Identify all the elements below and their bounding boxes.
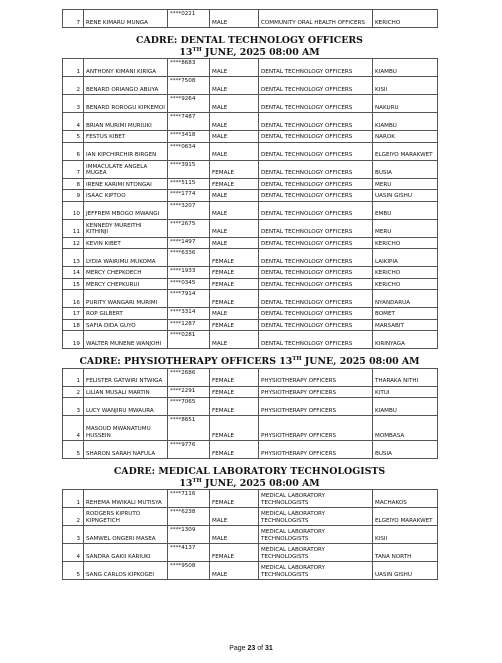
row-number: 14 bbox=[63, 267, 84, 279]
candidate-name: BENARD ROROGU KIPKEMOI bbox=[84, 95, 168, 113]
id-number: ****5115 bbox=[168, 178, 210, 190]
county: TANA NORTH bbox=[373, 544, 438, 562]
id-number: ****7065 bbox=[168, 398, 210, 416]
id-number: ****1287 bbox=[168, 319, 210, 331]
cadre-name: PHYSIOTHERAPY OFFICERS bbox=[259, 368, 373, 386]
county: MACHAKOS bbox=[373, 490, 438, 508]
cadre-name: DENTAL TECHNOLOGY OFFICERS bbox=[259, 190, 373, 202]
candidate-name: SHARON SARAH NAFULA bbox=[84, 441, 168, 459]
table-row bbox=[63, 508, 438, 526]
table-row bbox=[63, 490, 438, 508]
cadre-name: DENTAL TECHNOLOGY OFFICERS bbox=[259, 59, 373, 77]
cadre-name: DENTAL TECHNOLOGY OFFICERS bbox=[259, 331, 373, 349]
cadre-name: DENTAL TECHNOLOGY OFFICERS bbox=[259, 308, 373, 320]
table-row bbox=[63, 544, 438, 562]
cadre-name: DENTAL TECHNOLOGY OFFICERS bbox=[259, 237, 373, 249]
id-number: ****3207 bbox=[168, 201, 210, 219]
county: KITUI bbox=[373, 386, 438, 398]
candidate-name: MASOUD MWANATUMU HUSSEIN bbox=[84, 416, 168, 441]
county: KERICHO bbox=[373, 10, 438, 28]
county: KIAMBU bbox=[373, 113, 438, 131]
id-number: ****4137 bbox=[168, 544, 210, 562]
id-number: ****9508 bbox=[168, 562, 210, 580]
gender: FEMALE bbox=[210, 368, 259, 386]
table-row bbox=[63, 441, 438, 459]
schedule-day: 13 bbox=[279, 356, 293, 367]
table-row bbox=[63, 190, 438, 202]
table-row bbox=[63, 562, 438, 580]
gender: MALE bbox=[210, 95, 259, 113]
cadre-name: DENTAL TECHNOLOGY OFFICERS bbox=[259, 278, 373, 290]
candidate-name: FELISTER GATWIRI NTWIGA bbox=[84, 368, 168, 386]
county: NYANDARUA bbox=[373, 290, 438, 308]
candidate-name: LUCY WANJIRU MWAURA bbox=[84, 398, 168, 416]
schedule-day-suffix: TH bbox=[192, 477, 202, 484]
cadre-title: CADRE: MEDICAL LABORATORY TECHNOLOGISTS bbox=[113, 466, 386, 477]
table-row bbox=[63, 201, 438, 219]
row-number: 9 bbox=[63, 190, 84, 202]
cadre-name: PHYSIOTHERAPY OFFICERS bbox=[259, 398, 373, 416]
row-number: 5 bbox=[63, 441, 84, 459]
id-number: ****0281 bbox=[168, 331, 210, 349]
id-number: ****1309 bbox=[168, 526, 210, 544]
row-number: 18 bbox=[63, 319, 84, 331]
cadre-name: COMMUNITY ORAL HEALTH OFFICERS bbox=[259, 10, 373, 28]
cadre-name: DENTAL TECHNOLOGY OFFICERS bbox=[259, 249, 373, 267]
cadre-roster-table bbox=[62, 368, 438, 460]
candidate-name: SAMWEL ONGERI MASEA bbox=[84, 526, 168, 544]
gender: MALE bbox=[210, 562, 259, 580]
table-row bbox=[63, 278, 438, 290]
id-number: ****7914 bbox=[168, 290, 210, 308]
schedule-day: 13 bbox=[179, 46, 193, 58]
cadre-name: DENTAL TECHNOLOGY OFFICERS bbox=[259, 201, 373, 219]
table-row bbox=[63, 319, 438, 331]
gender: MALE bbox=[210, 77, 259, 95]
schedule-day: 13 bbox=[179, 477, 193, 489]
row-number: 3 bbox=[63, 526, 84, 544]
cadre-roster-table bbox=[62, 58, 438, 349]
cadre-name: DENTAL TECHNOLOGY OFFICERS bbox=[259, 178, 373, 190]
row-number: 7 bbox=[63, 10, 84, 28]
cadre-name: DENTAL TECHNOLOGY OFFICERS bbox=[259, 131, 373, 143]
cadre-name: MEDICAL LABORATORY TECHNOLOGISTS bbox=[259, 490, 373, 508]
id-number: ****7508 bbox=[168, 77, 210, 95]
id-number: ****1497 bbox=[168, 237, 210, 249]
gender: FEMALE bbox=[210, 386, 259, 398]
row-number: 5 bbox=[63, 131, 84, 143]
row-number: 1 bbox=[63, 59, 84, 77]
gender: MALE bbox=[210, 331, 259, 349]
schedule-day-suffix: TH bbox=[292, 355, 302, 362]
table-row bbox=[63, 308, 438, 320]
footer-total-pages: 31 bbox=[265, 645, 273, 652]
cadre-heading bbox=[62, 356, 437, 368]
candidate-name: RENE KIMARU MUNGA bbox=[84, 10, 168, 28]
candidate-name: WALTER MUNENE WANJOHI bbox=[84, 331, 168, 349]
table-row bbox=[63, 526, 438, 544]
candidate-name: KEVIN KIBET bbox=[84, 237, 168, 249]
table-row bbox=[63, 219, 438, 237]
row-number: 6 bbox=[63, 142, 84, 160]
gender: FEMALE bbox=[210, 178, 259, 190]
id-number: ****7116 bbox=[168, 490, 210, 508]
cadre-title: CADRE: PHYSIOTHERAPY OFFICERS bbox=[79, 356, 280, 367]
table-row bbox=[63, 77, 438, 95]
cadre-sections bbox=[62, 28, 437, 580]
table-row bbox=[63, 290, 438, 308]
cadre-section bbox=[62, 459, 437, 580]
table-row bbox=[63, 368, 438, 386]
row-number: 10 bbox=[63, 201, 84, 219]
county: BUSIA bbox=[373, 441, 438, 459]
county: ELGEIYO MARAKWET bbox=[373, 508, 438, 526]
cadre-title: CADRE: DENTAL TECHNOLOGY OFFICERS bbox=[136, 35, 363, 46]
candidate-name: JEFFREM MBOGO MWANGI bbox=[84, 201, 168, 219]
row-number: 1 bbox=[63, 368, 84, 386]
cadre-name: PHYSIOTHERAPY OFFICERS bbox=[259, 416, 373, 441]
footer-prefix: Page bbox=[229, 645, 248, 652]
row-number: 11 bbox=[63, 219, 84, 237]
county: MERU bbox=[373, 219, 438, 237]
candidate-name: BRIAN MURIMI MURIUKI bbox=[84, 113, 168, 131]
candidate-name: ISAAC KIPTOO bbox=[84, 190, 168, 202]
county: EMBU bbox=[373, 201, 438, 219]
gender: FEMALE bbox=[210, 160, 259, 178]
county: BOMET bbox=[373, 308, 438, 320]
row-number: 8 bbox=[63, 178, 84, 190]
table-row bbox=[63, 398, 438, 416]
gender: FEMALE bbox=[210, 278, 259, 290]
cadre-section bbox=[62, 349, 437, 459]
cadre-name: DENTAL TECHNOLOGY OFFICERS bbox=[259, 95, 373, 113]
row-number: 2 bbox=[63, 77, 84, 95]
schedule-heading bbox=[62, 47, 437, 59]
county: UASIN GISHU bbox=[373, 562, 438, 580]
candidate-name: MERCY CHEPKOECH bbox=[84, 267, 168, 279]
row-number: 4 bbox=[63, 113, 84, 131]
county: THARAKA NITHI bbox=[373, 368, 438, 386]
id-number: ****2686 bbox=[168, 368, 210, 386]
cadre-name: MEDICAL LABORATORY TECHNOLOGISTS bbox=[259, 562, 373, 580]
cadre-name: PHYSIOTHERAPY OFFICERS bbox=[259, 441, 373, 459]
county: BUSIA bbox=[373, 160, 438, 178]
table-row bbox=[63, 10, 438, 28]
county: KERICHO bbox=[373, 237, 438, 249]
gender: MALE bbox=[210, 219, 259, 237]
gender: MALE bbox=[210, 237, 259, 249]
row-number: 16 bbox=[63, 290, 84, 308]
cadre-name: DENTAL TECHNOLOGY OFFICERS bbox=[259, 160, 373, 178]
county: NAKURU bbox=[373, 95, 438, 113]
gender: MALE bbox=[210, 59, 259, 77]
gender: FEMALE bbox=[210, 441, 259, 459]
schedule-day-suffix: TH bbox=[192, 46, 202, 53]
county: KISII bbox=[373, 77, 438, 95]
gender: FEMALE bbox=[210, 267, 259, 279]
county: MERU bbox=[373, 178, 438, 190]
gender: MALE bbox=[210, 508, 259, 526]
row-number: 15 bbox=[63, 278, 84, 290]
footer-middle: of bbox=[255, 645, 266, 652]
gender: FEMALE bbox=[210, 249, 259, 267]
cadre-name: PHYSIOTHERAPY OFFICERS bbox=[259, 386, 373, 398]
cadre-name: DENTAL TECHNOLOGY OFFICERS bbox=[259, 142, 373, 160]
cadre-name: DENTAL TECHNOLOGY OFFICERS bbox=[259, 267, 373, 279]
candidate-name: REHEMA MWIKALI MUTISYA bbox=[84, 490, 168, 508]
gender: MALE bbox=[210, 131, 259, 143]
row-number: 3 bbox=[63, 95, 84, 113]
gender: MALE bbox=[210, 308, 259, 320]
row-number: 19 bbox=[63, 331, 84, 349]
gender: FEMALE bbox=[210, 490, 259, 508]
cadre-name: MEDICAL LABORATORY TECHNOLOGISTS bbox=[259, 544, 373, 562]
gender: FEMALE bbox=[210, 319, 259, 331]
row-number: 5 bbox=[63, 562, 84, 580]
id-number: ****8651 bbox=[168, 416, 210, 441]
id-number: ****2675 bbox=[168, 219, 210, 237]
county: KERICHO bbox=[373, 278, 438, 290]
cadre-name: DENTAL TECHNOLOGY OFFICERS bbox=[259, 219, 373, 237]
candidate-name: RODGERS KIPRUTO KIPNGETICH bbox=[84, 508, 168, 526]
cadre-name: MEDICAL LABORATORY TECHNOLOGISTS bbox=[259, 526, 373, 544]
id-number: ****3418 bbox=[168, 131, 210, 143]
county: KIAMBU bbox=[373, 398, 438, 416]
table-row bbox=[63, 331, 438, 349]
id-number: ****3915 bbox=[168, 160, 210, 178]
schedule-date-time: JUNE, 2025 08:00 AM bbox=[201, 477, 320, 489]
gender: MALE bbox=[210, 201, 259, 219]
footer-current-page: 23 bbox=[247, 645, 256, 652]
table-row bbox=[63, 416, 438, 441]
candidate-name: FESTUS KIBET bbox=[84, 131, 168, 143]
row-number: 2 bbox=[63, 508, 84, 526]
id-number: ****7487 bbox=[168, 113, 210, 131]
row-number: 12 bbox=[63, 237, 84, 249]
candidate-name: ROP GILBERT bbox=[84, 308, 168, 320]
document-page bbox=[62, 9, 437, 580]
table-row bbox=[63, 131, 438, 143]
id-number: ****0634 bbox=[168, 142, 210, 160]
id-number: ****3314 bbox=[168, 308, 210, 320]
schedule-heading bbox=[62, 478, 437, 490]
cadre-heading bbox=[62, 35, 437, 47]
county: KIAMBU bbox=[373, 59, 438, 77]
county: MOMBASA bbox=[373, 416, 438, 441]
schedule-date-time: JUNE, 2025 08:00 AM bbox=[301, 356, 420, 367]
table-row bbox=[63, 59, 438, 77]
top-roster-table bbox=[62, 9, 438, 28]
cadre-section bbox=[62, 28, 437, 349]
id-number: ****6336 bbox=[168, 249, 210, 267]
row-number: 7 bbox=[63, 160, 84, 178]
row-number: 17 bbox=[63, 308, 84, 320]
id-number: ****2291 bbox=[168, 386, 210, 398]
cadre-name: DENTAL TECHNOLOGY OFFICERS bbox=[259, 319, 373, 331]
candidate-name: PURITY WANGARI MURIMI bbox=[84, 290, 168, 308]
candidate-name: SAFIA DIDA GUYO bbox=[84, 319, 168, 331]
cadre-roster-table bbox=[62, 489, 438, 580]
candidate-name: IAN KIPCHIRCHIR BIRGEN bbox=[84, 142, 168, 160]
row-number: 4 bbox=[63, 416, 84, 441]
cadre-heading bbox=[62, 466, 437, 478]
row-number: 13 bbox=[63, 249, 84, 267]
table-row bbox=[63, 249, 438, 267]
candidate-name: BENARD ORIANGO ABUYA bbox=[84, 77, 168, 95]
cadre-name: DENTAL TECHNOLOGY OFFICERS bbox=[259, 77, 373, 95]
table-row bbox=[63, 142, 438, 160]
candidate-name: LILIAN MUSALI MARTIN bbox=[84, 386, 168, 398]
candidate-name: LYDIA WAIRIMU MUKOMA bbox=[84, 249, 168, 267]
candidate-name: SANDRA GAKII KARIUKI bbox=[84, 544, 168, 562]
cadre-name: MEDICAL LABORATORY TECHNOLOGISTS bbox=[259, 508, 373, 526]
id-number: ****9776 bbox=[168, 441, 210, 459]
gender: FEMALE bbox=[210, 290, 259, 308]
id-number: ****1774 bbox=[168, 190, 210, 202]
gender: MALE bbox=[210, 113, 259, 131]
candidate-name: SANG CARLOS KIPKOGEI bbox=[84, 562, 168, 580]
id-number: ****9264 bbox=[168, 95, 210, 113]
cadre-name: DENTAL TECHNOLOGY OFFICERS bbox=[259, 290, 373, 308]
schedule-date-time: JUNE, 2025 08:00 AM bbox=[201, 46, 320, 58]
table-row bbox=[63, 267, 438, 279]
candidate-name: IMMACULATE ANGELA MUGEA bbox=[84, 160, 168, 178]
county: MARSABIT bbox=[373, 319, 438, 331]
table-row bbox=[63, 237, 438, 249]
candidate-name: IRENE KARIMI NTONGAI bbox=[84, 178, 168, 190]
county: KIRINYAGA bbox=[373, 331, 438, 349]
county: KISII bbox=[373, 526, 438, 544]
candidate-name: KENNEDY MUREITHI KITHINJI bbox=[84, 219, 168, 237]
cadre-name: DENTAL TECHNOLOGY OFFICERS bbox=[259, 113, 373, 131]
row-number: 2 bbox=[63, 386, 84, 398]
table-row bbox=[63, 386, 438, 398]
county: UASIN GISHU bbox=[373, 190, 438, 202]
page-footer bbox=[0, 645, 502, 652]
id-number: ****6238 bbox=[168, 508, 210, 526]
row-number: 4 bbox=[63, 544, 84, 562]
table-row bbox=[63, 160, 438, 178]
gender: FEMALE bbox=[210, 544, 259, 562]
id-number: ****8683 bbox=[168, 59, 210, 77]
id-number: ****0221 bbox=[168, 10, 210, 28]
row-number: 1 bbox=[63, 490, 84, 508]
table-row bbox=[63, 113, 438, 131]
gender: MALE bbox=[210, 10, 259, 28]
gender: MALE bbox=[210, 526, 259, 544]
table-row bbox=[63, 178, 438, 190]
id-number: ****1933 bbox=[168, 267, 210, 279]
county: KERICHO bbox=[373, 267, 438, 279]
candidate-name: ANTHONY KIMANI KIRIGA bbox=[84, 59, 168, 77]
gender: MALE bbox=[210, 142, 259, 160]
row-number: 3 bbox=[63, 398, 84, 416]
table-row bbox=[63, 95, 438, 113]
county: ELGEIYO MARAKWET bbox=[373, 142, 438, 160]
county: LAIKIPIA bbox=[373, 249, 438, 267]
id-number: ****0345 bbox=[168, 278, 210, 290]
candidate-name: MERCY CHEPKURUI bbox=[84, 278, 168, 290]
gender: FEMALE bbox=[210, 398, 259, 416]
county: NAROK bbox=[373, 131, 438, 143]
gender: FEMALE bbox=[210, 416, 259, 441]
gender: MALE bbox=[210, 190, 259, 202]
